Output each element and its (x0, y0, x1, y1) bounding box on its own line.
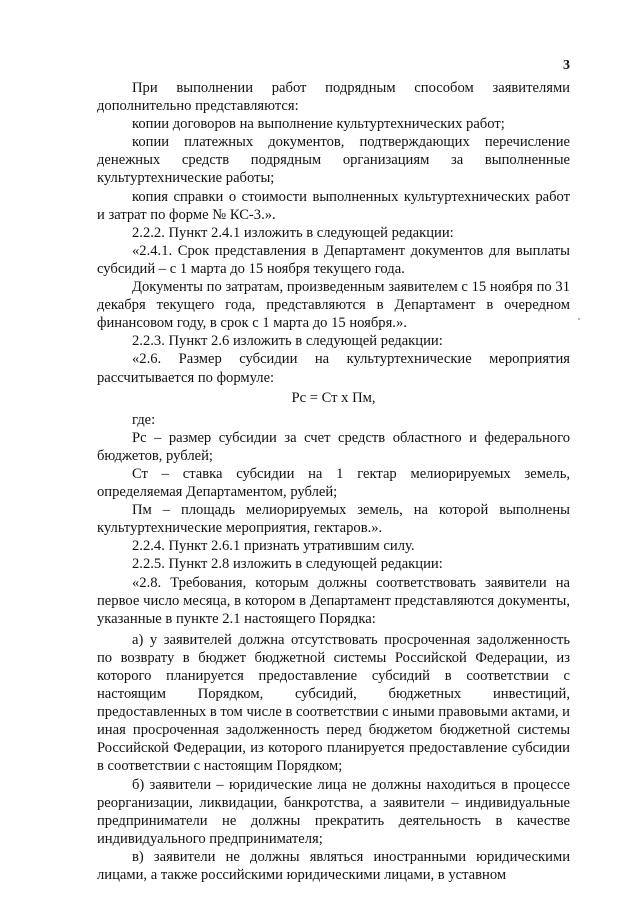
paragraph-payment-copies: копии платежных документов, подтверждающих перечисление денежных средств подрядным организациям за выполненные культуртехнические работы; (97, 134, 570, 187)
paragraph-2-2-2: 2.2.2. Пункт 2.4.1 изложить в следующей редакции: (132, 224, 454, 241)
paragraph-2-2-5: 2.2.5. Пункт 2.8 изложить в следующей редакции: (132, 556, 443, 573)
requirement-c: в) заявители не должны являться иностранными юридическими лицами, а также российскими юридическими лицами, в уставном (97, 848, 570, 884)
requirement-b: б) заявители – юридические лица не должны находиться в процессе реорганизации, ликвидации, банкротства, а заявители – индивидуальные предприниматели не должны прекратить деятельность в качестве индивидуального предпринимателя; (97, 776, 570, 847)
definition-pm: Пм – площадь мелиорируемых земель, на которой выполнены культуртехнические мероприятия, гектаров.». (97, 502, 570, 537)
formula-where: где: (132, 411, 156, 428)
paragraph-2-2-4: 2.2.4. Пункт 2.6.1 признать утратившим силу. (132, 538, 415, 555)
paragraph-contract-copies: копии договоров на выполнение культуртехнических работ; (132, 116, 505, 133)
requirement-a: а) у заявителей должна отсутствовать просроченная задолженность по возврату в бюджет бюджетной системы Российской Федерации, из которого планируется предоставление субсидий в соответствии с настоящим Порядком, субсидий, бюджетных инвестиций, предоставленных в том числе в соответствии с иными правовыми актами, и иная просроченная задолженность перед бюджетом бюджетной системы Российской Федерации, из которого планируется предоставление субсидии в соответствии с настоящим Порядком; (97, 631, 570, 775)
page-number: 3 (563, 58, 570, 73)
definition-st: Ст – ставка субсидии на 1 гектар мелиорируемых земель, определяемая Департаментом, рублей; (97, 465, 570, 501)
paragraph-contract-work-intro: При выполнении работ подрядным способом заявителями дополнительно представляются: (97, 80, 570, 115)
paragraph-2-8: «2.8. Требования, которым должны соответствовать заявители на первое число месяца, в котором в Департамент представляются документы, указанные в пункте 2.1 настоящего Порядка: (97, 574, 570, 627)
paragraph-2-4-1: «2.4.1. Срок представления в Департамент документов для выплаты субсидий – с 1 марта до 15 ноября текущего года. (97, 242, 570, 277)
definition-rs: Рс – размер субсидии за счет средств областного и федерального бюджетов, рублей; (97, 429, 570, 464)
paragraph-cost-documents: Документы по затратам, произведенным заявителем с 15 ноября по 31 декабря текущего года, представляются в Департамент в очередном финансовом году, в срок с 1 марта до 15 ноября.». (97, 279, 570, 332)
scan-speck (578, 318, 580, 320)
document-body (97, 79, 570, 884)
paragraph-2-6: «2.6. Размер субсидии на культуртехнические мероприятия рассчитывается по формуле: (97, 351, 570, 386)
formula: Рс = Ст х Пм, (291, 389, 376, 406)
paragraph-cost-certificate: копия справки о стоимости выполненных культуртехнических работ и затрат по форме № КС-3.». (97, 188, 570, 223)
paragraph-2-2-3: 2.2.3. Пункт 2.6 изложить в следующей редакции: (132, 333, 443, 350)
